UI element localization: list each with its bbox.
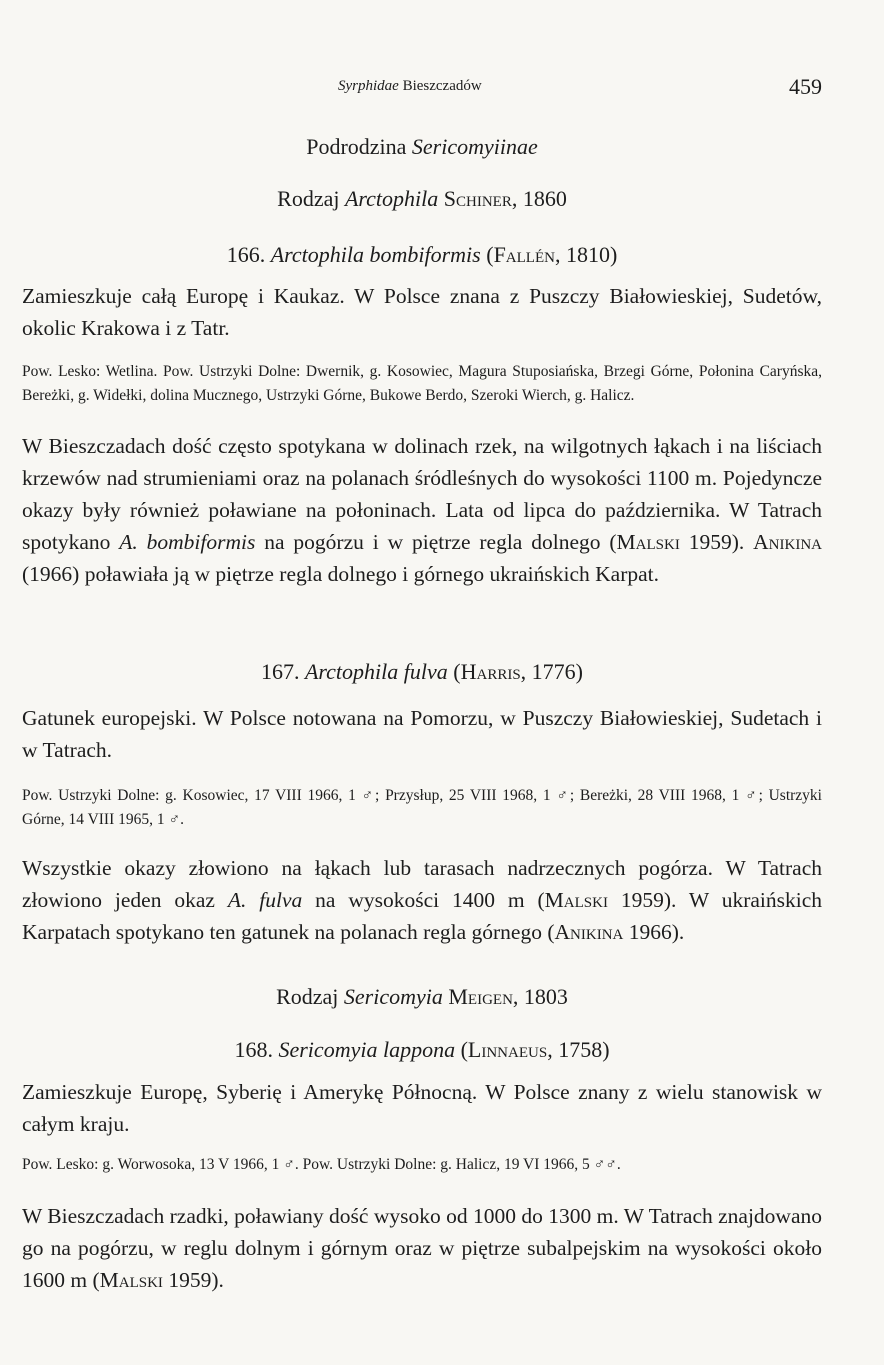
note-text: 1959). [162,1268,224,1292]
page-number: 459 [789,74,822,99]
distribution-167: Gatunek europejski. W Polsce notowana na Pomorzu, w Puszczy Białowieskiej, Sudetach i w Tatrach. [22,706,822,762]
species-name: Sericomyia lappona [278,1037,456,1062]
species-number: 168. [234,1037,273,1062]
genus-year: , 1860 [511,186,567,211]
note-species: A. bombiformis [119,530,256,554]
note-text: W Bieszczadach rzadki, poławiany dość wysoko od 1000 do 1300 m. W Tatrach znajdowano go na pogórzu, w reglu dolnym i górnym oraz w piętrze subalpejskim na wysokości około 1600 m ( [22,1204,822,1292]
note-author: Anikina [753,530,822,554]
localities-168: Pow. Lesko: g. Worwosoka, 13 V 1966, 1 ♂. Pow. Ustrzyki Dolne: g. Halicz, 19 VI 1966, 5 ♂♂. [22,1156,621,1173]
distribution-166: Zamieszkuje całą Europę i Kaukaz. W Polsce znana z Puszczy Białowieskiej, Sudetów, okolic Krakowa i z Tatr. [22,284,822,340]
note-author: Malski [99,1268,163,1292]
species-author: Fallén [493,242,555,267]
species-year: , 1758) [547,1037,610,1062]
paren-open: ( [460,1037,468,1062]
note-text: 1966). [623,920,685,944]
species-author: Harris [460,659,521,684]
localities-166: Pow. Lesko: Wetlina. Pow. Ustrzyki Dolne: Dwernik, g. Kosowiec, Magura Stuposiańska, Brzegi Górne, Połonina Caryńska, Bereżki, g. Widełki, dolina Mucznego, Ustrzyki Górne, Bukowe Berdo, Szeroki Wierch, g. Halicz. [22,363,822,404]
paren-open: ( [453,659,461,684]
note-author: Anikina [554,920,624,944]
species-heading-166 [22,241,822,269]
note-author: Malski [616,530,680,554]
genus-year: , 1803 [512,984,568,1009]
species-name: Arctophila bombiformis [270,242,481,267]
genus-heading-sericomyia [22,983,822,1011]
species-year: , 1776) [520,659,583,684]
subfamily-heading [22,133,822,161]
species-name: Arctophila fulva [304,659,448,684]
subfamily-name: Sericomyiinae [411,134,538,159]
species-author: Linnaeus [467,1037,548,1062]
genus-name: Sericomyia [343,984,443,1009]
subfamily-label: Podrodzina [306,134,407,159]
note-text: (1966) poławiała ją w piętrze regla dolnego i górnego ukraińskich Karpat. [22,562,660,586]
paren-open: ( [486,242,494,267]
note-166 [22,430,822,590]
note-text: W Bieszczadach dość często spotykana w dolinach rzek, na wilgotnych łąkach i na liściach krzewów nad strumieniami oraz na polanach śródleśnych do wysokości 1100 m. Pojedyncze okazy były również poławiane na połoninach. Lata od lipca do października. W Tatrach spotykano [22,434,822,554]
localities-167: Pow. Ustrzyki Dolne: g. Kosowiec, 17 VIII 1966, 1 ♂; Przysłup, 25 VIII 1968, 1 ♂; Bereżki, 28 VIII 1968, 1 ♂; Ustrzyki Górne, 14 VIII 1965, 1 ♂. [22,787,822,828]
note-species: A. fulva [227,888,303,912]
genus-author: Schiner [443,186,512,211]
running-region: Bieszczadów [402,78,482,94]
distribution-168: Zamieszkuje Europę, Syberię i Amerykę Północną. W Polsce znany z wielu stanowisk w całym kraju. [22,1080,822,1136]
species-heading-167 [22,658,822,686]
genus-label: Rodzaj [276,984,339,1009]
running-header [0,74,884,102]
genus-name: Arctophila [344,186,439,211]
note-text: 1959). W ukraińskich Karpatach spotykano ten gatunek na polanach regla górnego ( [22,888,823,944]
species-number: 166. [226,242,266,267]
genus-author: Meigen [448,984,513,1009]
running-family: Syrphidae [338,78,399,94]
note-168 [22,1200,822,1296]
genus-label: Rodzaj [277,186,340,211]
note-text: na wysokości 1400 m ( [302,888,545,912]
note-167 [22,852,822,948]
species-year: , 1810) [554,242,618,267]
note-text: na pogórzu i w piętrze regla dolnego ( [255,530,617,554]
species-heading-168 [22,1036,822,1064]
note-author: Malski [544,888,608,912]
genus-heading-arctophila [22,185,822,213]
note-text: 1959). [679,530,754,554]
running-title [338,78,482,95]
species-number: 167. [260,659,300,684]
note-text: Wszystkie okazy złowiono na łąkach lub tarasach nadrzecznych pogórza. W Tatrach złowiono jeden okaz [22,856,822,912]
